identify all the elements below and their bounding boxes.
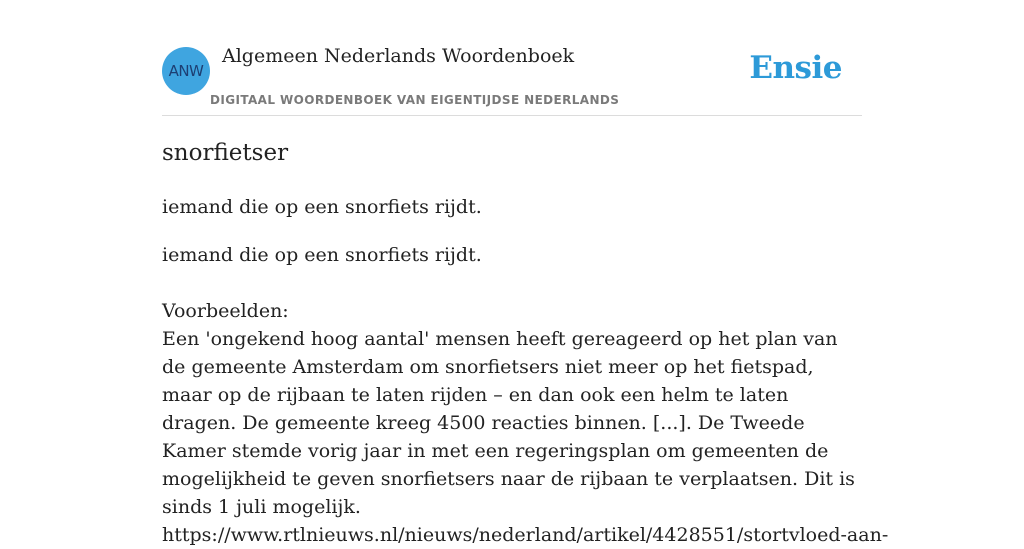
entry-definition: iemand die op een snorfiets rijdt. [162,196,482,218]
entry-definition-repeat: iemand die op een snorfiets rijdt. [162,244,482,266]
example-source-link[interactable]: https://www.rtlnieuws.nl/nieuws/nederland/artikel/4428551/stortvloed-aan- [162,524,889,546]
examples-label: Voorbeelden: [162,300,289,322]
site-subtitle: DIGITAAL WOORDENBOEK VAN EIGENTIJDSE NEDERLANDS [210,93,620,107]
site-header [162,0,862,116]
entry-headword: snorfietser [162,140,289,166]
ensie-brand-logo[interactable]: Ensie [749,50,842,86]
page [162,0,889,546]
example-text: Een 'ongekend hoog aantal' mensen heeft gereageerd op het plan van de gemeente Amsterdam om snorfietsers niet meer op het fietspad, maar op de rijbaan te laten rijden – en dan ook een helm te laten dragen. De gemeente kreeg 4500 reacties binnen. [...]. De Tweede Kamer stemde vorig jaar in met een regeringsplan om gemeenten de mogelijkheid te geven snorfietsers naar de rijbaan te verplaatsen. Dit is sinds 1 juli mogelijk. [162,328,855,518]
spacer [162,269,862,297]
site-title[interactable]: Algemeen Nederlands Woordenboek [222,45,575,67]
anw-logo[interactable]: ANW [162,47,210,95]
entry-body [162,241,889,549]
